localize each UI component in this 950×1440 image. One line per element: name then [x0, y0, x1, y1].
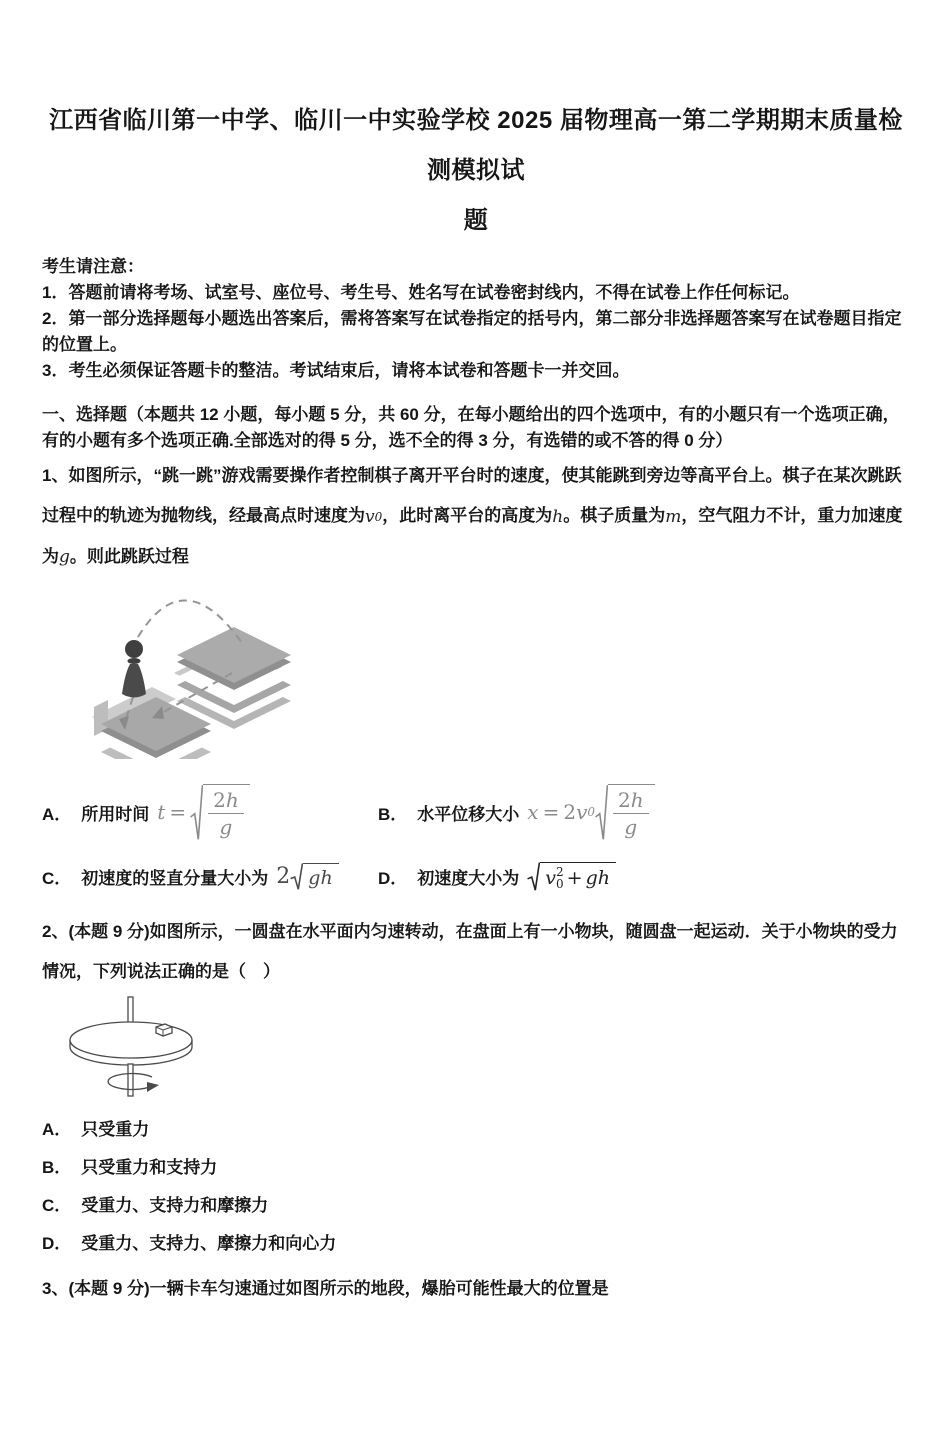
question-2-text: 2、(本题 9 分)如图所示，一圆盘在水平面内匀速转动，在盘面上有一小物块，随圆盘一起运动．关于小物块的受力情况，下列说法正确的是（ ） [42, 922, 898, 982]
question-2-figure [44, 994, 910, 1107]
q1-text-seg5: 。则此跳跃过程 [69, 546, 189, 566]
radical-sign [290, 863, 303, 890]
game-piece [122, 640, 146, 698]
option-1a [42, 772, 378, 852]
formula-sqrt-v0sq-plus-gh: v 2 0 + gh [527, 862, 616, 891]
formula-x-equals-2v0-sqrt-2h-over-g: x = 2 v 0 $\frac{2h}{g}$ [527, 784, 654, 841]
notice-item-2: 2．第一部分选择题每小题选出答案后，需将答案写在试卷指定的括号内，第二部分非选择题答案写在试卷题目指定的位置上。 [42, 309, 902, 354]
section-1-header: 一、选择题（本题共 12 小题，每小题 5 分，共 60 分，在每小题给出的四个选项中，有的小题只有一个选项正确，有的小题有多个选项正确.全部选对的得 5 分，选不全的得 3 分，有选错的或不答的得 0 分） [42, 405, 900, 450]
option-2a-text: 只受重力 [81, 1120, 150, 1140]
fraction: $\frac{2h}{g}$ [613, 788, 649, 840]
question-1-text [42, 456, 910, 577]
notice-item-3: 3．考生必须保证答题卡的整洁。考试结束后，请将本试卷和答题卡一并交回。 [42, 361, 630, 380]
math-var-v0: v 0 [365, 506, 383, 527]
rotating-disc-svg [44, 994, 206, 1102]
small-block [156, 1024, 172, 1036]
option-2b [42, 1149, 910, 1187]
sup-sub-stack: 2 0 [556, 864, 564, 891]
option-1d-label: D． [378, 868, 408, 888]
notice-heading: 考生请注意： [42, 257, 144, 276]
option-1c-text: 初速度的竖直分量大小为 [81, 868, 269, 888]
page-title [42, 96, 910, 246]
option-1b [378, 772, 910, 852]
option-1b-text: 水平位移大小 [417, 804, 520, 824]
q1-text-seg1: 1、如图所示，“跳一跳”游戏需要操作者控制棋子离开平台时的速度，使其能跳到旁边等高平台上。棋子在某次跳跃过程中的轨迹为抛物线，经最高点时速度为 [42, 466, 902, 525]
title-line-1: 江西省临川第一中学、临川一中实验学校 2025 届物理高一第二学期期末质量检测模拟试 [49, 107, 903, 184]
jump-game-diagram-svg [56, 577, 308, 759]
option-1c-label: C． [42, 868, 72, 888]
math-var-h: h [552, 506, 564, 527]
rotation-arrowhead [147, 1082, 159, 1092]
exam-paper-page [0, 96, 950, 1440]
option-2c [42, 1187, 910, 1225]
option-1d [378, 852, 910, 900]
q1-text-seg4: ，空气阻力不计，重力加速度为 [42, 506, 903, 566]
option-2d-text: 受重力、支持力、摩擦力和向心力 [81, 1234, 337, 1254]
notice-item-1: 1．答题前请将考场、试室号、座位号、考生号、姓名写在试卷密封线内，不得在试卷上作任何标记。 [42, 283, 800, 302]
question-3-text: 3、(本题 9 分)一辆卡车匀速通过如图所示的地段，爆胎可能性最大的位置是 [42, 1279, 609, 1299]
disc-top-face [70, 1022, 192, 1058]
option-1d-text: 初速度大小为 [417, 868, 520, 888]
option-1a-text: 所用时间 [81, 804, 150, 824]
formula-t-equals-sqrt-2h-over-g: t = $\frac{2h}{g}$ [157, 784, 249, 841]
question-2-options [42, 1111, 910, 1263]
q1-text-seg3: 。棋子质量为 [563, 506, 666, 525]
option-2c-label: C． [42, 1196, 72, 1216]
q1-text-seg2: ，此时离平台的高度为 [382, 506, 553, 525]
math-var-g: g [59, 547, 70, 568]
fraction: $\frac{2h}{g}$ [208, 788, 244, 840]
radical-sign [190, 784, 203, 841]
radical-sign [527, 862, 540, 891]
title-line-2: 题 [463, 207, 489, 234]
math-var-m: m [665, 506, 682, 527]
option-2a-label: A． [42, 1120, 72, 1140]
option-1b-label: B． [378, 804, 408, 824]
radical-sign [595, 784, 608, 841]
option-2b-label: B． [42, 1158, 72, 1178]
option-1c [42, 852, 378, 900]
formula-2-sqrt-gh: 2 gh [276, 863, 338, 890]
option-2a [42, 1111, 910, 1149]
option-1a-label: A． [42, 804, 72, 824]
option-2c-text: 受重力、支持力和摩擦力 [81, 1196, 269, 1216]
question-1-options [42, 772, 910, 900]
option-2b-text: 只受重力和支持力 [81, 1158, 218, 1178]
disc-assembly [70, 997, 192, 1096]
axle-bottom [128, 1064, 133, 1096]
option-2d-label: D． [42, 1234, 72, 1254]
question-1-figure [56, 577, 910, 764]
right-platform [177, 627, 291, 729]
option-2d [42, 1225, 910, 1263]
